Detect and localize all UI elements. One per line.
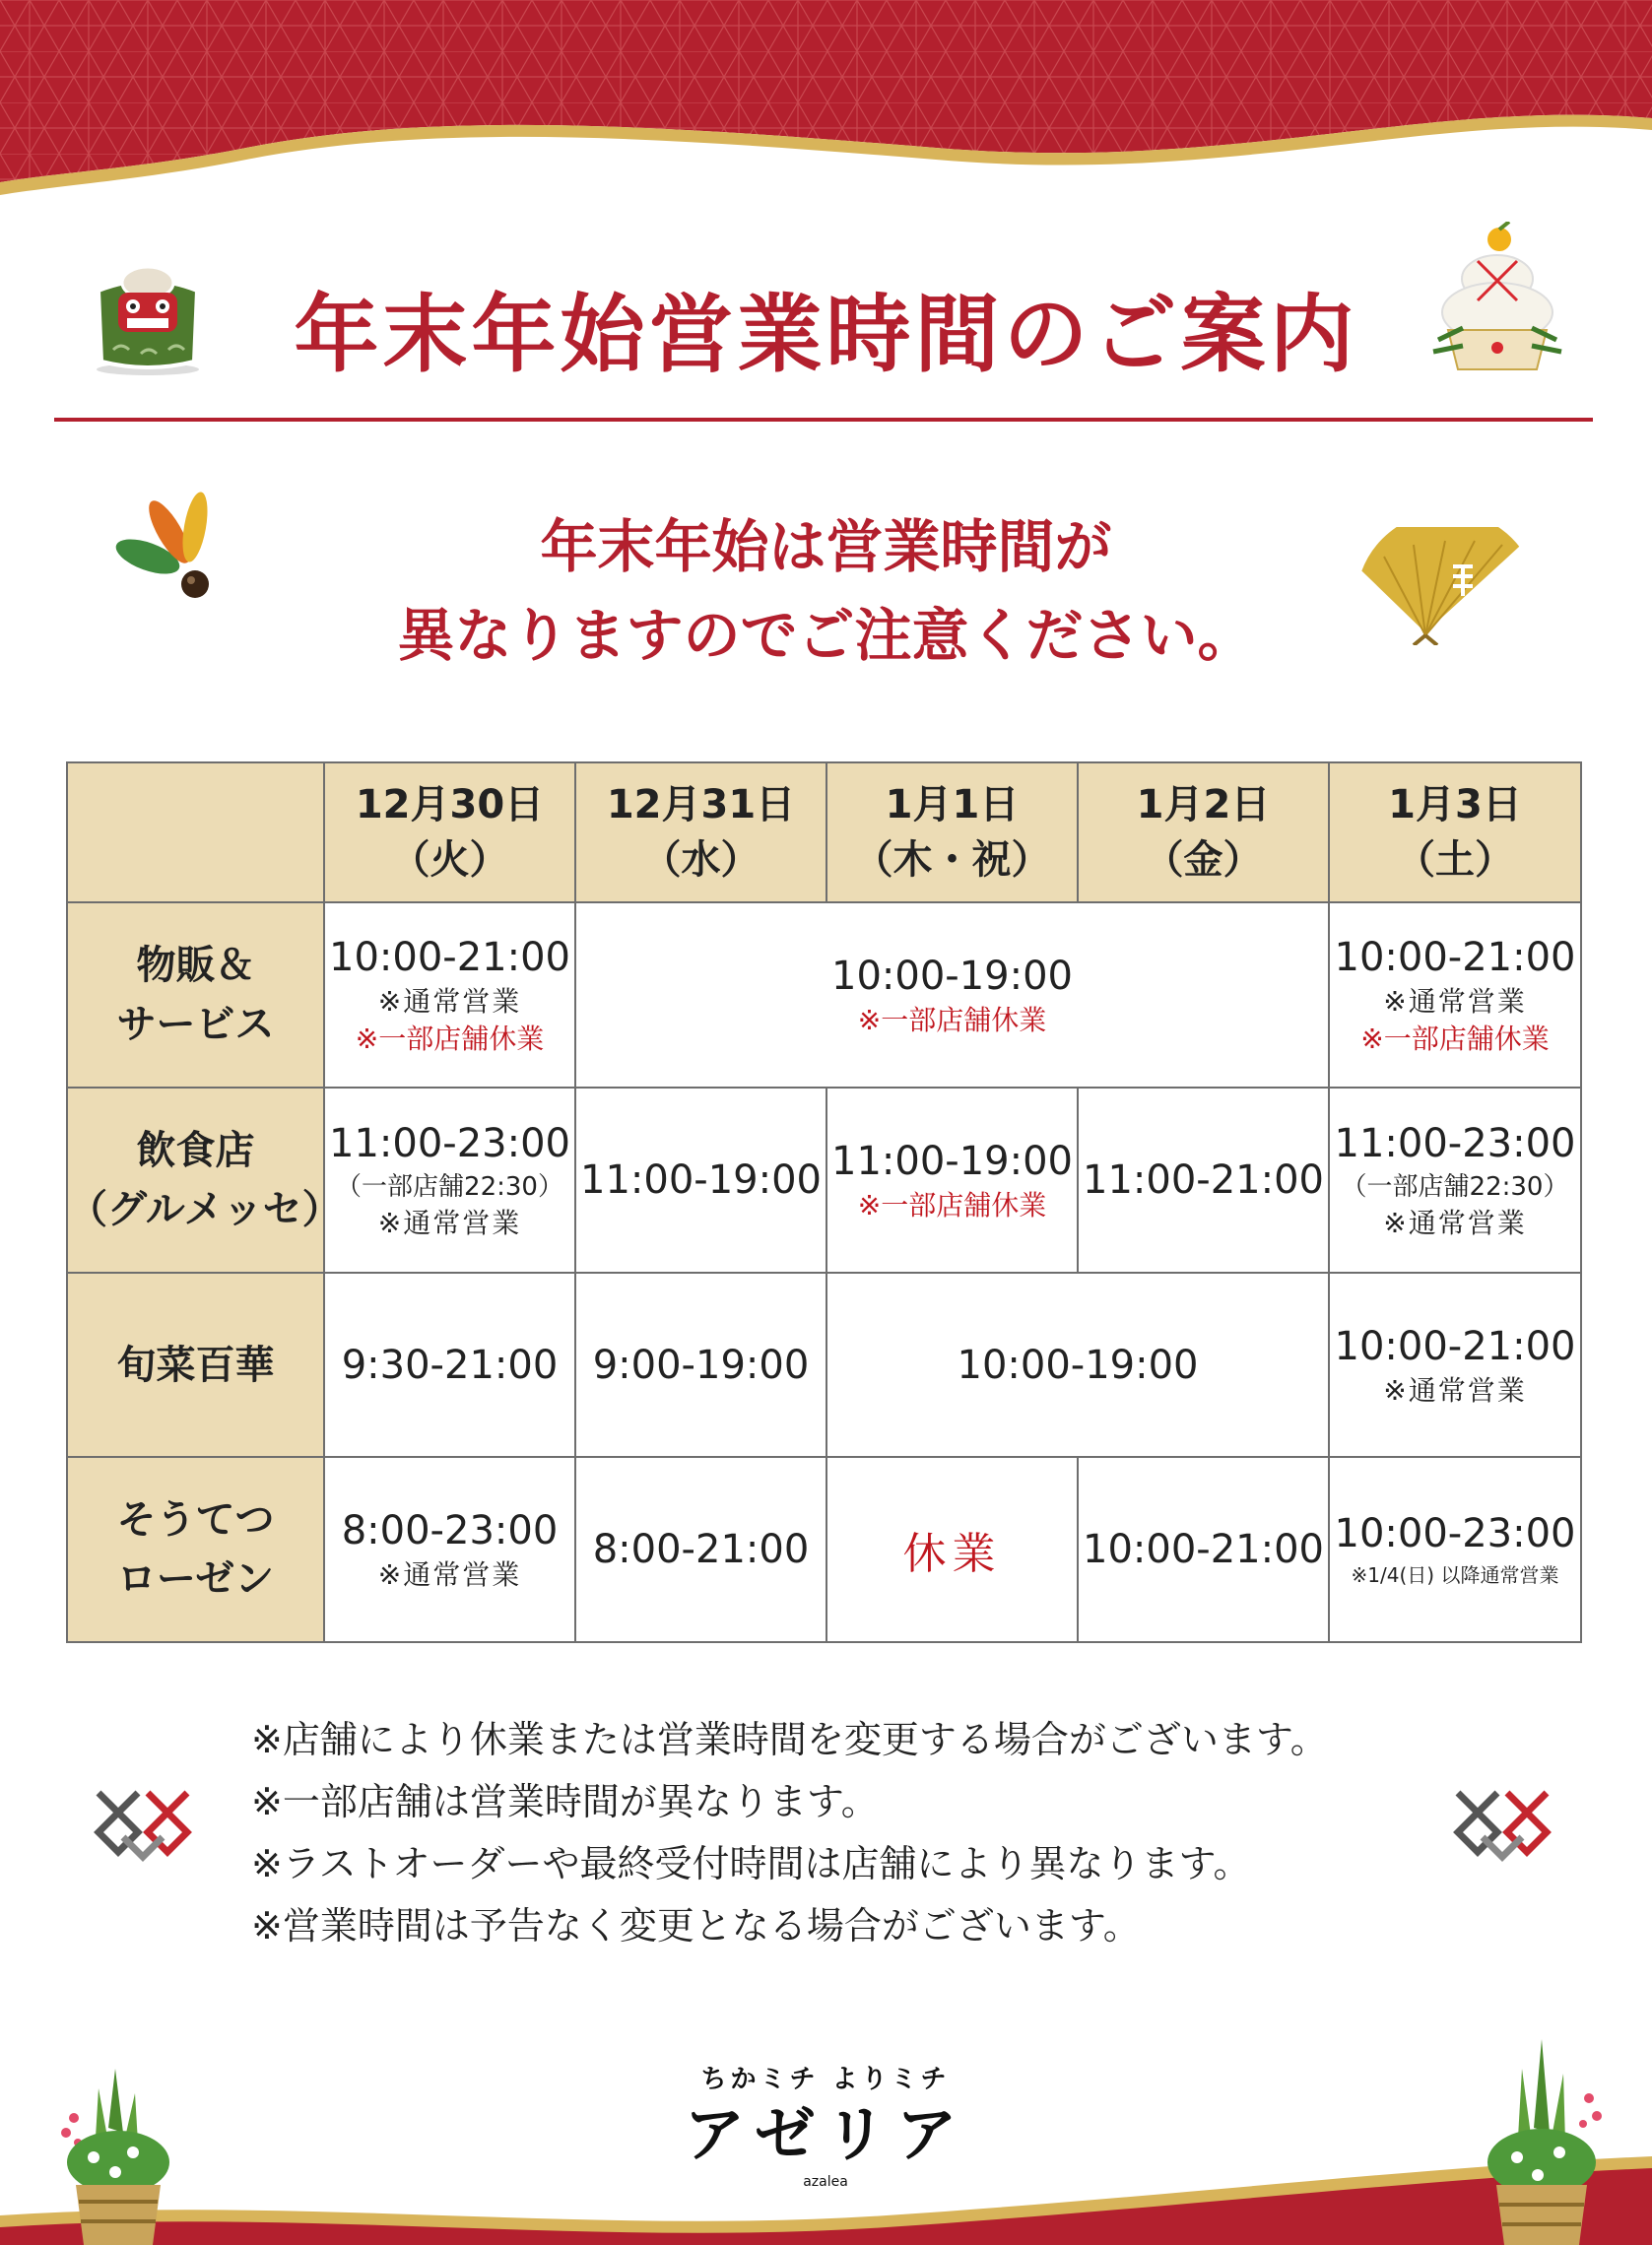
header-date-0101: 1月1日 （木・祝） (826, 762, 1078, 902)
header-date-0102: 1月2日 （金） (1078, 762, 1329, 902)
cell-dining-0102: 11:00-21:00 (1078, 1088, 1329, 1273)
row-label-dining: 飲食店 （グルメッセ） (67, 1088, 324, 1273)
cell-goods-1230: 10:00-21:00 ※通常営業 ※一部店舗休業 (324, 902, 575, 1088)
cell-shunsai-0103: 10:00-21:00 ※通常営業 (1329, 1273, 1581, 1458)
cell-sotetsu-1230: 8:00-23:00 ※通常営業 (324, 1457, 575, 1642)
mizuhiki-knot-icon (1453, 1788, 1552, 1872)
header-corner (67, 762, 324, 902)
header-date-1231: 12月31日 （水） (575, 762, 826, 902)
cell-dining-1231: 11:00-19:00 (575, 1088, 826, 1273)
cell-sotetsu-0101: 休業 (826, 1457, 1078, 1642)
note-item: ※一部店舗は営業時間が異なります。 (251, 1780, 879, 1823)
row-label-shunsai: 旬菜百華 (67, 1273, 324, 1458)
cell-goods-1231-0102: 10:00-19:00 ※一部店舗休業 (575, 902, 1329, 1088)
mizuhiki-knot-icon (94, 1788, 192, 1872)
cell-sotetsu-1231: 8:00-21:00 (575, 1457, 826, 1642)
cell-goods-0103: 10:00-21:00 ※通常営業 ※一部店舗休業 (1329, 902, 1581, 1088)
header-date-0103: 1月3日 （土） (1329, 762, 1581, 902)
logo-tagline: ちかミチ よりミチ (700, 2065, 951, 2094)
kadomatsu-icon (1473, 2029, 1611, 2245)
notes-list (251, 1709, 1328, 1957)
note-item: ※営業時間は予告なく変更となる場合がございます。 (251, 1904, 1141, 1948)
hours-table (66, 761, 1582, 1643)
header-date-1230: 12月30日 （火） (324, 762, 575, 902)
table-row (67, 902, 1581, 1088)
cell-dining-0103: 11:00-23:00 （一部店舗22:30） ※通常営業 (1329, 1088, 1581, 1273)
row-label-sotetsu: そうてつ ローゼン (67, 1457, 324, 1642)
table-row (67, 1457, 1581, 1642)
row-label-goods: 物販＆ サービス (67, 902, 324, 1088)
cell-shunsai-1230: 9:30-21:00 (324, 1273, 575, 1458)
note-item: ※店舗により休業または営業時間を変更する場合がございます。 (251, 1718, 1328, 1761)
logo-roman: azalea (803, 2174, 848, 2190)
table-header-row (67, 762, 1581, 902)
page-title: 年末年始営業時間のご案内 (294, 286, 1358, 384)
note-item: ※ラストオーダーや最終受付時間は店舗により異なります。 (251, 1842, 1251, 1885)
azalea-logo (628, 2059, 1023, 2190)
title-divider (54, 418, 1593, 422)
cell-dining-0101: 11:00-19:00 ※一部店舗休業 (826, 1088, 1078, 1273)
subtitle-line2: 異なりますのでご注意ください。 (397, 602, 1255, 669)
kadomatsu-icon (54, 2059, 182, 2245)
subtitle-line1: 年末年始は営業時間が (540, 513, 1112, 580)
cell-shunsai-0101-0102: 10:00-19:00 (826, 1273, 1329, 1458)
cell-sotetsu-0103: 10:00-23:00 ※1/4(日) 以降通常営業 (1329, 1457, 1581, 1642)
table-row (67, 1273, 1581, 1458)
cell-sotetsu-0102: 10:00-21:00 (1078, 1457, 1329, 1642)
table-row (67, 1088, 1581, 1273)
cell-dining-1230: 11:00-23:00 （一部店舗22:30） ※通常営業 (324, 1088, 575, 1273)
logo-name: アゼリア (684, 2098, 967, 2170)
folding-fan-icon (1355, 527, 1532, 645)
cell-shunsai-1231: 9:00-19:00 (575, 1273, 826, 1458)
top-banner (0, 0, 1652, 207)
